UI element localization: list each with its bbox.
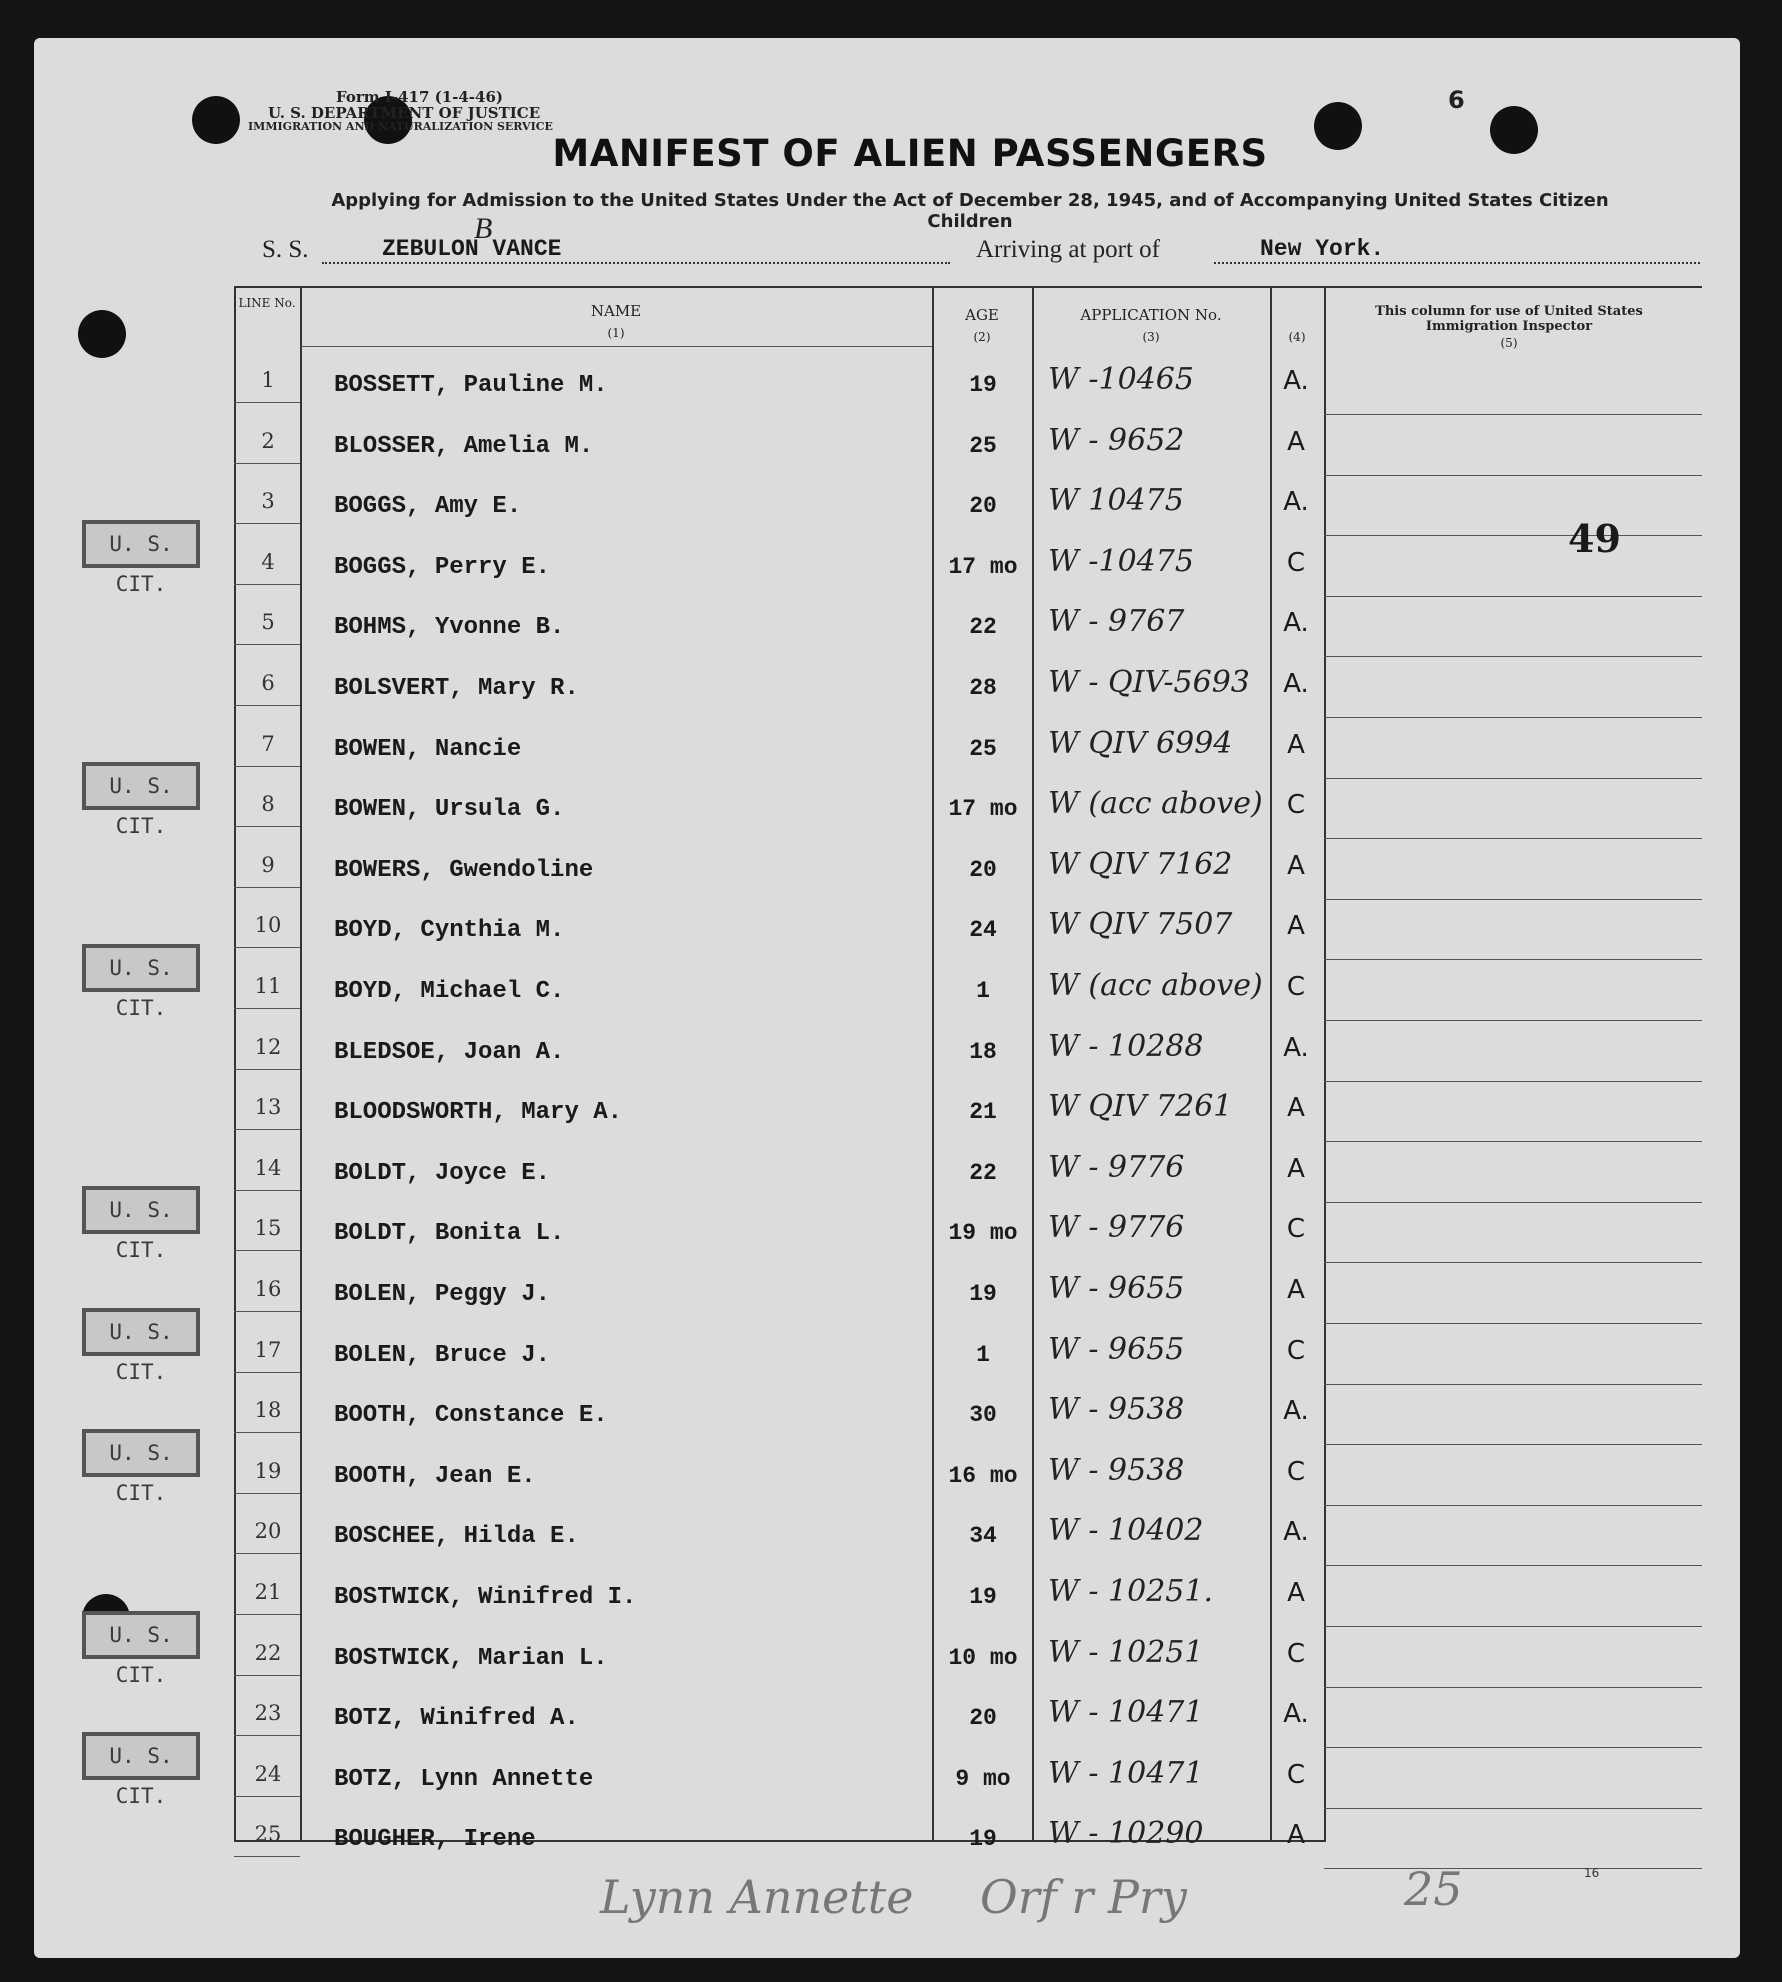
department-name: U. S. DEPARTMENT OF JUSTICE	[268, 104, 541, 122]
row-separator	[1324, 959, 1702, 960]
status-code: A	[1287, 1275, 1305, 1305]
status-code: A.	[1283, 608, 1309, 639]
status-code: A	[1287, 911, 1305, 942]
application-number: W - 9652	[1048, 422, 1185, 458]
line-number: 9	[261, 852, 275, 877]
line-underline	[234, 1675, 300, 1676]
application-number: W - 9776	[1048, 1149, 1185, 1185]
passenger-name: BOWERS, Gwendoline	[334, 856, 594, 884]
footer-count: 25	[1404, 1862, 1463, 1916]
row-separator	[1324, 656, 1702, 657]
footer-note: Orf r Pry	[980, 1870, 1187, 1924]
us-citizen-stamp: U. S. CIT.	[82, 520, 200, 568]
status-code: A	[1287, 729, 1305, 760]
passenger-name: BOOTH, Constance E.	[334, 1402, 608, 1430]
line-number: 1	[261, 368, 275, 392]
status-code: C	[1286, 1214, 1306, 1245]
us-citizen-stamp: U. S. CIT.	[82, 1732, 200, 1780]
line-underline	[234, 1129, 300, 1130]
line-underline	[234, 463, 300, 464]
col-header-age: AGE	[965, 306, 999, 324]
application-number: W - 9538	[1048, 1452, 1185, 1488]
row-separator	[1324, 414, 1702, 415]
status-code: A.	[1283, 669, 1309, 699]
line-number: 13	[254, 1095, 282, 1120]
line-underline	[234, 1432, 300, 1433]
col-header-line: LINE No.	[238, 296, 296, 310]
line-underline	[234, 1856, 300, 1857]
status-code: A	[1287, 850, 1305, 881]
line-number: 14	[254, 1155, 282, 1180]
passenger-age: 22	[969, 614, 997, 641]
application-number: W 10475	[1048, 483, 1184, 519]
punch-hole	[1490, 106, 1538, 154]
passenger-name: BLEDSOE, Joan A.	[334, 1038, 565, 1066]
passenger-name: BLOODSWORTH, Mary A.	[334, 1099, 623, 1127]
passenger-age: 34	[969, 1523, 997, 1550]
row-separator	[1324, 1747, 1702, 1748]
line-underline	[234, 1008, 300, 1009]
line-number: 15	[254, 1216, 282, 1241]
row-separator	[1324, 1626, 1702, 1627]
row-separator	[1324, 1262, 1702, 1263]
application-number: W QIV 7261	[1048, 1089, 1233, 1125]
passenger-age: 20	[969, 856, 997, 883]
col-header-application-num: (3)	[1142, 330, 1160, 344]
application-number: W - 10471	[1048, 1695, 1204, 1731]
row-separator	[1324, 596, 1702, 597]
passenger-name: BOGGS, Amy E.	[334, 493, 522, 521]
application-number: W - 9655	[1048, 1271, 1185, 1306]
passenger-age: 9 mo	[955, 1765, 1011, 1792]
line-underline	[234, 584, 300, 585]
application-number: W QIV 6994	[1048, 725, 1233, 761]
application-number: W - 10290	[1048, 1816, 1204, 1852]
passenger-name: BOYD, Cynthia M.	[334, 917, 565, 945]
passenger-name: BOLDT, Joyce E.	[334, 1159, 551, 1187]
line-number: 17	[254, 1337, 282, 1362]
line-number: 22	[254, 1640, 282, 1665]
page-number: 6	[1448, 86, 1465, 114]
passenger-age: 24	[969, 917, 997, 944]
passenger-age: 30	[969, 1402, 997, 1429]
status-code: A.	[1283, 1396, 1309, 1427]
status-code: A	[1287, 1153, 1305, 1184]
passenger-age: 10 mo	[948, 1644, 1018, 1671]
line-underline	[234, 1796, 300, 1797]
status-code: A.	[1283, 487, 1309, 518]
col-header-age-num: (2)	[973, 330, 991, 344]
status-code: A.	[1283, 1032, 1309, 1063]
line-number: 8	[261, 792, 275, 817]
line-underline	[234, 826, 300, 827]
line-number: 16	[254, 1277, 282, 1301]
line-number: 3	[261, 489, 275, 514]
passenger-age: 1	[976, 1341, 990, 1368]
passenger-age: 20	[969, 493, 997, 520]
col-header-4: (4)	[1288, 330, 1306, 344]
passenger-name: BOLDT, Bonita L.	[334, 1220, 565, 1248]
line-number: 7	[261, 731, 275, 756]
us-citizen-stamp: U. S. CIT.	[82, 1611, 200, 1659]
status-code: A	[1287, 1093, 1305, 1124]
inspector-total: 49	[1568, 516, 1621, 561]
passenger-name: BOTZ, Winifred A.	[334, 1705, 579, 1733]
row-separator	[1324, 475, 1702, 476]
form-number: Form I-417 (1-4-46)	[336, 88, 503, 106]
signature: Lynn Annette	[600, 1870, 914, 1924]
application-number: W -10475	[1048, 543, 1194, 579]
passenger-age: 19	[969, 1826, 997, 1853]
ship-name: ZEBULON VANCE	[382, 236, 562, 262]
application-number: W - 9538	[1048, 1392, 1185, 1428]
status-code: A	[1287, 1820, 1305, 1851]
passenger-age: 17 mo	[948, 796, 1018, 823]
passenger-name: BOLSVERT, Mary R.	[334, 675, 579, 702]
line-number: 23	[254, 1701, 282, 1726]
passenger-name: BOSTWICK, Marian L.	[334, 1644, 608, 1672]
row-separator	[1324, 1868, 1702, 1869]
line-underline	[234, 1553, 300, 1554]
punch-hole	[192, 96, 240, 144]
row-separator	[1324, 838, 1702, 839]
line-number: 10	[254, 913, 282, 938]
passenger-age: 1	[976, 978, 990, 1004]
us-citizen-stamp: U. S. CIT.	[82, 944, 200, 992]
passenger-name: BOSSETT, Pauline M.	[334, 372, 608, 399]
status-code: C	[1286, 1456, 1306, 1487]
row-separator	[1324, 1081, 1702, 1082]
passenger-table	[234, 286, 1702, 1854]
row-separator	[1324, 1565, 1702, 1566]
passenger-name: BLOSSER, Amelia M.	[334, 432, 594, 460]
line-number: 20	[254, 1519, 282, 1544]
line-number: 19	[254, 1458, 282, 1483]
line-underline	[234, 766, 300, 767]
passenger-name: BOHMS, Yvonne B.	[334, 614, 565, 642]
row-separator	[1324, 1384, 1702, 1385]
status-code: C	[1286, 972, 1306, 1002]
ss-label: S. S.	[262, 236, 309, 263]
row-separator	[1324, 1202, 1702, 1203]
line-number: 4	[261, 549, 275, 574]
application-number: W (acc above)	[1048, 968, 1263, 1003]
status-code: C	[1286, 547, 1306, 578]
application-number: W -10465	[1048, 362, 1194, 397]
passenger-age: 20	[969, 1705, 997, 1732]
line-number: 21	[254, 1580, 282, 1604]
line-underline	[234, 523, 300, 524]
row-separator	[1324, 1444, 1702, 1445]
ship-dotline	[322, 262, 950, 264]
passenger-age: 25	[969, 432, 997, 459]
passenger-age: 16 mo	[948, 1462, 1018, 1489]
row-separator	[1324, 1020, 1702, 1021]
application-number: W - 10402	[1048, 1513, 1204, 1549]
line-underline	[234, 1735, 300, 1736]
passenger-name: BOWEN, Ursula G.	[334, 796, 565, 824]
line-number: 25	[254, 1822, 282, 1847]
row-separator	[1324, 535, 1702, 536]
line-underline	[234, 705, 300, 706]
passenger-age: 22	[969, 1159, 997, 1186]
row-separator	[1324, 1323, 1702, 1324]
row-separator	[1324, 1141, 1702, 1142]
line-underline	[234, 887, 300, 888]
page-subtitle: Applying for Admission to the United States Under the Act of December 28, 1945, and of Accompanying United States Citizen Children	[331, 190, 1609, 232]
us-citizen-stamp: U. S. CIT.	[82, 762, 200, 810]
row-separator	[1324, 717, 1702, 718]
passenger-age: 19	[969, 1584, 997, 1610]
application-number: W - QIV-5693	[1048, 665, 1250, 700]
line-underline	[234, 1190, 300, 1191]
status-code: C	[1286, 1638, 1306, 1669]
application-number: W (acc above)	[1048, 786, 1263, 822]
line-underline	[234, 644, 300, 645]
application-number: W - 10251.	[1048, 1574, 1214, 1609]
application-number: W - 10471	[1048, 1755, 1204, 1791]
passenger-name: BOSTWICK, Winifred I.	[334, 1584, 637, 1611]
col-header-inspector: This column for use of United States Immigration Inspector	[1375, 304, 1643, 334]
port-name: New York.	[1260, 236, 1385, 262]
col-header-inspector-num: (5)	[1500, 336, 1518, 350]
status-code: A.	[1283, 1517, 1309, 1548]
application-number: W - 9767	[1048, 604, 1185, 640]
col-header-name-num: (1)	[607, 326, 625, 340]
punch-hole	[78, 310, 126, 358]
col-header-application: APPLICATION No.	[1080, 306, 1222, 324]
passenger-age: 25	[969, 735, 997, 762]
passenger-name: BOGGS, Perry E.	[334, 553, 551, 581]
passenger-name: BOWEN, Nancie	[334, 735, 522, 763]
status-code: A	[1287, 426, 1305, 457]
application-number: W QIV 7162	[1048, 846, 1233, 882]
application-number: W - 10288	[1048, 1028, 1204, 1064]
line-number: 2	[261, 428, 275, 453]
passenger-age: 19	[969, 372, 997, 398]
passenger-name: BOOTH, Jean E.	[334, 1462, 536, 1490]
line-underline	[234, 1614, 300, 1615]
passenger-name: BOTZ, Lynn Annette	[334, 1765, 594, 1793]
service-name: IMMIGRATION AND NATURALIZATION SERVICE	[248, 120, 553, 133]
line-underline	[234, 402, 300, 403]
row-separator	[1324, 778, 1702, 779]
line-number: 24	[254, 1761, 282, 1786]
ship-annotation: B	[474, 212, 493, 245]
line-number: 18	[254, 1398, 282, 1423]
form-code: 16	[1584, 1866, 1600, 1880]
line-number: 12	[254, 1034, 282, 1059]
passenger-name: BOYD, Michael C.	[334, 978, 565, 1005]
row-separator	[1324, 899, 1702, 900]
passenger-age: 19	[969, 1281, 997, 1307]
line-number: 11	[254, 974, 282, 998]
application-number: W - 9776	[1048, 1210, 1185, 1246]
application-number: W QIV 7507	[1048, 907, 1233, 943]
port-label: Arriving at port of	[976, 236, 1160, 263]
line-number: 5	[261, 610, 275, 635]
passenger-age: 17 mo	[948, 553, 1018, 580]
line-underline	[234, 947, 300, 948]
status-code: C	[1286, 790, 1306, 821]
us-citizen-stamp: U. S. CIT.	[82, 1186, 200, 1234]
us-citizen-stamp: U. S. CIT.	[82, 1429, 200, 1477]
status-code: A.	[1283, 1699, 1309, 1730]
status-code: C	[1286, 1759, 1306, 1790]
passenger-age: 19 mo	[948, 1220, 1018, 1247]
line-underline	[234, 1069, 300, 1070]
passenger-age: 18	[969, 1038, 997, 1065]
passenger-name: BOSCHEE, Hilda E.	[334, 1523, 579, 1551]
page-title: MANIFEST OF ALIEN PASSENGERS	[552, 132, 1268, 175]
application-number: W - 10251	[1048, 1634, 1204, 1670]
line-underline	[234, 1372, 300, 1373]
line-number: 6	[261, 671, 275, 695]
line-underline	[234, 1493, 300, 1494]
application-number: W - 9655	[1048, 1331, 1185, 1367]
passenger-age: 28	[969, 675, 997, 701]
port-dotline	[1214, 262, 1700, 264]
row-separator	[1324, 1505, 1702, 1506]
passenger-name: BOUGHER, Irene	[334, 1826, 536, 1854]
us-citizen-stamp: U. S. CIT.	[82, 1308, 200, 1356]
passenger-name: BOLEN, Bruce J.	[334, 1341, 551, 1369]
col-header-name: NAME	[590, 302, 642, 320]
line-underline	[234, 1250, 300, 1251]
row-separator	[1324, 1687, 1702, 1688]
row-separator	[1324, 1808, 1702, 1809]
status-code: C	[1286, 1335, 1306, 1366]
status-code: A.	[1283, 366, 1309, 396]
passenger-age: 21	[969, 1099, 997, 1126]
status-code: A	[1287, 1578, 1305, 1608]
passenger-name: BOLEN, Peggy J.	[334, 1281, 551, 1308]
line-underline	[234, 1311, 300, 1312]
